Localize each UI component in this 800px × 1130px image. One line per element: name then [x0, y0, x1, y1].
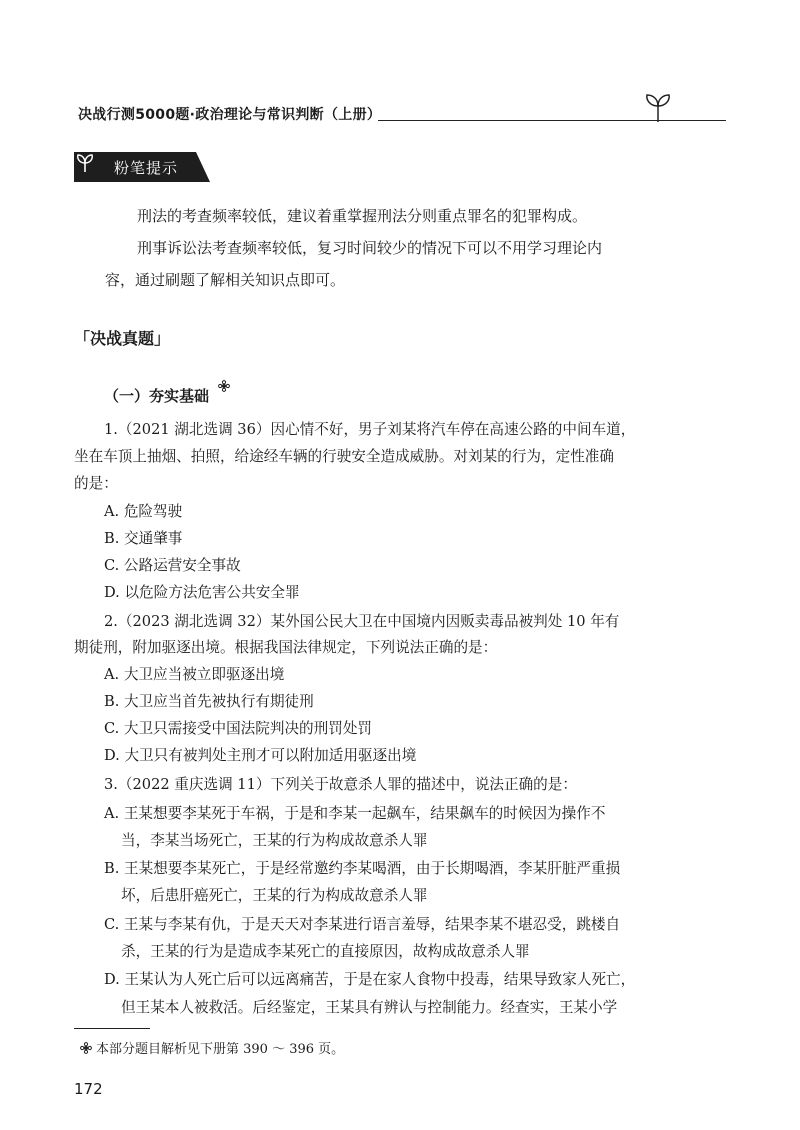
- tip-line: 容，通过刷题了解相关知识点即可。: [105, 271, 346, 289]
- subsection-title: （一）夯实基础: [104, 387, 210, 405]
- flower-icon: [80, 1042, 92, 1054]
- question-2-line: 2.（2023 湖北选调 32）某外国公民大卫在中国境内因贩卖毒品被判处 10 年有: [104, 613, 620, 630]
- question-3-option-a-cont: 当，李某当场死亡，王某的行为构成故意杀人罪: [121, 832, 428, 849]
- tip-line: 刑法的考查频率较低，建议着重掌握刑法分则重点罪名的犯罪构成。: [137, 207, 588, 225]
- question-2-option-d: D. 大卫只有被判处主刑才可以附加适用驱逐出境: [104, 747, 417, 764]
- question-3-option-d-cont: 但王某本人被救活。后经鉴定，王某具有辨认与控制能力。经查实，王某小学: [121, 999, 618, 1016]
- question-1-option-b: B. 交通肇事: [104, 530, 183, 547]
- question-3-option-c-cont: 杀，王某的行为是造成李某死亡的直接原因，故构成故意杀人罪: [121, 943, 530, 960]
- tip-banner: [74, 152, 210, 182]
- question-3-option-a: A. 王某想要李某死于车祸，于是和李某一起飙车，结果飙车的时候因为操作不: [104, 805, 606, 822]
- question-1-line: 的是：: [74, 475, 118, 492]
- question-3-option-d: D. 王某认为人死亡后可以远离痛苦，于是在家人食物中投毒，结果导致家人死亡，: [104, 971, 636, 988]
- question-3-option-b-cont: 坏，后患肝癌死亡，王某的行为构成故意杀人罪: [121, 887, 428, 904]
- question-2-option-b: B. 大卫应当首先被执行有期徒刑: [104, 693, 314, 710]
- question-3-line: 3.（2022 重庆选调 11）下列关于故意杀人罪的描述中，说法正确的是：: [104, 776, 577, 793]
- question-2-line: 期徒刑，附加驱逐出境。根据我国法律规定，下列说法正确的是：: [74, 639, 498, 656]
- question-2-option-a: A. 大卫应当被立即驱逐出境: [104, 666, 285, 683]
- running-header: [78, 104, 678, 128]
- footnote-rule: [74, 1028, 150, 1029]
- question-3-option-b: B. 王某想要李某死亡，于是经常邀约李某喝酒，由于长期喝酒，李某肝脏严重损: [104, 860, 621, 877]
- flower-icon: [218, 380, 230, 392]
- tip-line: 刑事诉讼法考查频率较低，复习时间较少的情况下可以不用学习理论内: [137, 239, 603, 257]
- question-1-option-a: A. 危险驾驶: [104, 503, 183, 520]
- section-title: 「决战真题」: [74, 329, 171, 348]
- question-1-option-c: C. 公路运营安全事故: [104, 557, 241, 574]
- leaf-icon: [74, 152, 96, 174]
- header-title: 决战行测5000题·政治理论与常识判断（上册）: [78, 107, 382, 123]
- question-2-option-c: C. 大卫只需接受中国法院判决的刑罚处罚: [104, 720, 373, 737]
- question-1-line: 坐在车顶上抽烟、拍照，给途经车辆的行驶安全造成威胁。对刘某的行为，定性准确: [74, 448, 614, 465]
- question-1-line: 1.（2021 湖北选调 36）因心情不好，男子刘某将汽车停在高速公路的中间车道，: [104, 421, 636, 438]
- question-3-option-c: C. 王某与李某有仇，于是天天对李某进行语言羞辱，结果李某不堪忍受，跳楼自: [104, 916, 621, 933]
- footnote-text: 本部分题目解析见下册第 390 ～ 396 页。: [96, 1042, 345, 1057]
- banner-label: 粉笔提示: [114, 159, 179, 177]
- sprout-icon: [640, 92, 676, 122]
- page-number: 172: [74, 1080, 103, 1098]
- question-1-option-d: D. 以危险方法危害公共安全罪: [104, 584, 300, 601]
- footnote: [80, 1038, 344, 1057]
